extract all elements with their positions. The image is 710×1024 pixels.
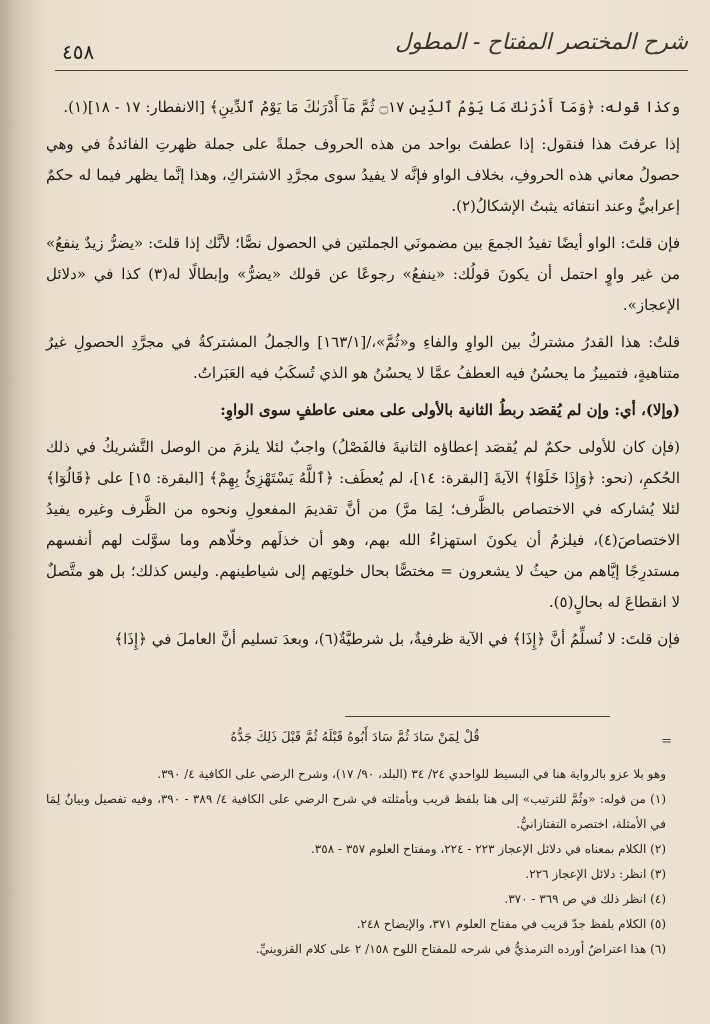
paragraph: فإن قلتَ: لا نُسلِّمُ أنَّ ﴿إِذَا﴾ في الآية ظرفيةٌ، بل شرطيَّةٌ(٦)، وبعدَ تسليم أنَّ العاملَ في ﴿إِذَا﴾ xyxy=(114,630,680,648)
paragraph: إذا عرفتَ هذا فنقول: إذا عطفتَ بواحد من هذه الحروف جملةً على جملة ظهرتِ الفائدةُ في وهي حصولُ معاني هذه الحروفِ، بخلاف الواو فإنَّه لا يفيدُ سوى مجرَّدِ الاشتراكِ، وهذا إنَّما يظهر فيما له حكمٌ إعرابيٌّ وعند انتفائه يثبتُ الإشكالُ(٢). xyxy=(46,135,680,215)
footnote: (٥) الكلام بلفظ جدّ قريب في مفتاح العلوم ٣٧١، والإيضاح ٢٤٨. xyxy=(356,917,666,931)
paragraph: (فإن كان للأولى حكمٌ لم يُقصَد إعطاؤه الثانيةَ فالفَصْلُ) واجبٌ لئلا يلزمَ من الوصل التَّشريكُ في ذلك الحُكمِ، (نحو: ﴿وَإِذَا خَلَوْا﴾ الآيةَ [البقرة: ١٤]، لم يُعطَف: ﴿ٱللَّهُ يَسْتَهْزِئُ بِهِمْ﴾ [البقرة: ١٥] على ﴿قَالُوٓا﴾ لئلا يُشاركه في الاختصاص بالظَّرف؛ لِمَا مرَّ) من أنَّ تقديمَ المفعولِ ونحوه من الظَّرف وغيره يفيدُ الاختصاصَ(٤)، فيلزمُ أن يكونَ استهزاءُ الله بهم، وهو أن خذلَهم وخلّاهم وما سوَّلت لهم أنفسهم مستدرِجًا إيَّاهم من حيثُ لا يشعرون = مختصًّا بحال خلوتِهم إلى شياطينهم. وليس كذلك؛ بل هو متَّصلٌ لا انقطاعَ له بحالٍ(٥). xyxy=(46,438,680,611)
page-number: ٤٥٨ xyxy=(62,40,95,64)
footnote: (٦) هذا اعتراضٌ أورده الترمذيُّ في شرحه للمفتاح اللوح ١٥٨/ ٢ على كلام القزوينيِّ. xyxy=(255,942,666,956)
paragraph: (وإلا)، أي: وإن لم يُقصَد ربطُ الثانية بالأولى على معنى عاطفٍ سوى الواوِ: xyxy=(220,401,680,419)
footnote: (١) من قوله: «وثُمَّ للترتيب» إلى هنا بلفظ قريب وبأمثلته في شرح الرضي على الكافية ٤/ ٣٨٩ - ٣٩٠، وفيه تفصيل وبيانٌ لِمَا في الأمثلة، اختصره التفتازانيُّ. xyxy=(46,792,666,831)
footnote: وهو بلا عزو بالرواية هنا في البسيط للواحدي ٢٤/ ٣٤ (البلد، ٩٠/ ١٧)، وشرح الرضي على الكافية ٤/ ٣٩٠. xyxy=(157,767,666,781)
footnote-rule xyxy=(345,716,610,717)
footnotes xyxy=(46,762,666,962)
paragraph: فإن قلتَ: الواو أيضًا تفيدُ الجمعَ بين مضمونَي الجملتين في الحصول نصًّا؛ لأنَّك إذا قلتَ: «يضرُّ زيدٌ ينفعُ» من غير واوٍ احتمل أن يكونَ قولُك: «ينفعُ» رجوعًا عن قولك «يضرُّ» وإبطالًا له(٣) كذا في «دلائل الإعجاز». xyxy=(46,234,680,314)
footnote: (٢) الكلام بمعناه في دلائل الإعجاز ٢٢٣ - ٢٢٤، ومفتاح العلوم ٣٥٧ - ٣٥٨. xyxy=(310,842,666,856)
page-header xyxy=(40,28,688,72)
continuation-marker: = xyxy=(661,734,672,749)
footnote: (٣) انظر: دلائل الإعجاز ٢٢٦. xyxy=(525,867,666,881)
main-text xyxy=(46,92,680,661)
paragraph: وكذا قوله: ﴿وَمَآ أَدْرَىٰكَ مَا يَوْمُ ٱلدِّينِ ۝١٧ ثُمَّ مَآ أَدْرَىٰكَ مَا يَوْمُ ٱلدِّينِ﴾ [الانفطار: ١٧ - ١٨](١). xyxy=(63,98,680,116)
poetry-verse: قُلْ لِمَنْ سَادَ ثُمَّ سَادَ أَبُوهُ قَبْلَهُ ثُمَّ قَبْلَ ذَلِكَ جَدُّهُ xyxy=(230,730,480,745)
footnote: (٤) انظر ذلك في ص ٣٦٩ - ٣٧٠. xyxy=(504,892,666,906)
running-title: شرح المختصر المفتاح - المطول xyxy=(395,30,688,55)
header-rule xyxy=(55,70,688,71)
paragraph: قلتُ: هذا القدرُ مشتركٌ بين الواوِ والفاءِ و«ثُمَّ»،/[١٦٣/١] والجملُ المشتركةُ في مجرَّدِ الحصولِ غيرُ متناهيةٍ، فتمييزُ ما يحسُنُ فيه العطفُ عمَّا لا يحسُنُ هو الذي تُسكَبُ فيه العَبَراتُ. xyxy=(46,333,680,382)
